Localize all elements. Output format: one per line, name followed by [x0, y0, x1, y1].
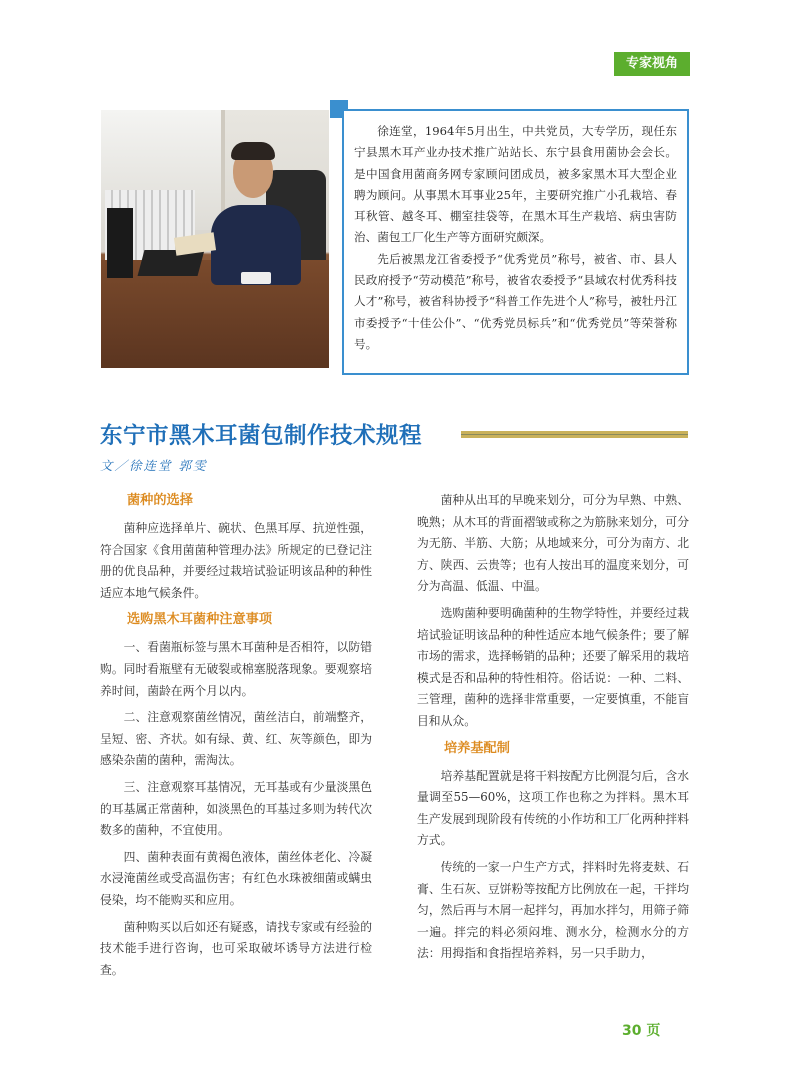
bio-paragraph: 徐连堂，1964年5月出生，中共党员，大专学历，现任东宁县黑木耳产业办技术推广站站长、东宁县食用菌协会会长。是中国食用菌商务网专家顾问团成员，被多家黑木耳大型企业聘为顾问。从事黑木耳事业25年，主要研究推广小孔栽培、春耳秋管、越冬耳、棚室挂袋等，在黑木耳生产栽培、病虫害防治、菌包工厂化生产等方面研究颇深。 — [354, 124, 677, 245]
left-column — [100, 490, 372, 986]
article-title: 东宁市黑木耳菌包制作技术规程 — [100, 423, 423, 449]
body-paragraph: 一、看菌瓶标签与黑木耳菌种是否相符，以防错购。同时看瓶壁有无破裂或棉塞脱落现象。要观察培养时间，菌龄在两个月以内。 — [100, 640, 372, 698]
body-paragraph: 传统的一家一户生产方式，拌料时先将麦麸、石膏、生石灰、豆饼粉等按配方比例放在一起，干拌均匀，然后再与木屑一起拌匀，再加水拌匀，用筛子筛一遍。拌完的料必须闷堆、测水分，检测水分的方法：用拇指和食指捏培养料，另一只手助力， — [417, 859, 689, 961]
body-paragraph: 三、注意观察耳基情况，无耳基或有少量淡黑色的耳基属正常菌种，如淡黑色的耳基过多则为转代次数多的菌种，不宜使用。 — [100, 779, 372, 838]
author-bio-box — [342, 109, 689, 375]
byline: 文／徐连堂 郭雯 — [100, 458, 208, 473]
section-tag: 专家视角 — [614, 52, 690, 76]
body-paragraph: 菌种从出耳的早晚来划分，可分为早熟、中熟、晚熟；从木耳的背面褶皱或称之为筋脉来划分，可分为无筋、半筋、大筋；从地域来分，可分为南方、北方、陕西、云贵等；也有人按出耳的温度来划分，可分为高温、低温、中温。 — [417, 493, 689, 594]
section-heading: 菌种的选择 — [127, 493, 193, 508]
author-photo — [101, 110, 329, 368]
right-column — [417, 490, 689, 970]
body-paragraph: 培养基配置就是将干料按配方比例混匀后，含水量调至55—60%，这项工作也称之为拌料。黑木耳生产发展到现阶段有传统的小作坊和工厂化两种拌料方式。 — [417, 768, 689, 848]
bio-paragraph: 先后被黑龙江省委授予“优秀党员”称号，被省、市、县人民政府授予“劳动模范”称号，被省农委授予“县域农村优秀科技人才”称号，被省科协授予“科普工作先进个人”称号，被牡丹江市委授予“十佳公仆”、“优秀党员标兵”和“优秀党员”等荣誉称号。 — [354, 251, 677, 351]
body-paragraph: 四、菌种表面有黄褐色液体，菌丝体老化、冷凝水浸淹菌丝或受高温伤害；有红色水珠被细菌或螨虫侵染，均不能购买和应用。 — [100, 849, 372, 907]
body-paragraph: 二、注意观察菌丝情况，菌丝洁白，前端整齐，呈短、密、齐状。如有绿、黄、红、灰等颜色，即为感染杂菌的菌种，需淘汰。 — [100, 710, 372, 768]
section-heading: 选购黑木耳菌种注意事项 — [127, 612, 273, 628]
body-paragraph: 选购菌种要明确菌种的生物学特性，并要经过栽培试验证明该品种的种性适应本地气候条件；要了解市场的需求，选择畅销的品种；还要了解采用的栽培模式是否和品种的特性相符。俗话说：一种、二料、三管理，菌种的选择非常重要，一定要慎重，不能盲目和从众。 — [417, 605, 689, 728]
body-paragraph: 菌种应选择单片、碗状、色黑耳厚、抗逆性强，符合国家《食用菌菌种管理办法》所规定的已登记注册的优良品种，并要经过栽培试验证明该品种的种性适应本地气候条件。 — [100, 521, 372, 600]
body-paragraph: 菌种购买以后如还有疑惑，请找专家或有经验的技术能手进行咨询，也可采取破坏诱导方法进行检查。 — [100, 919, 372, 977]
title-rule — [461, 431, 688, 438]
page-number: 30 页 — [622, 1023, 661, 1039]
section-heading: 培养基配制 — [444, 740, 510, 756]
